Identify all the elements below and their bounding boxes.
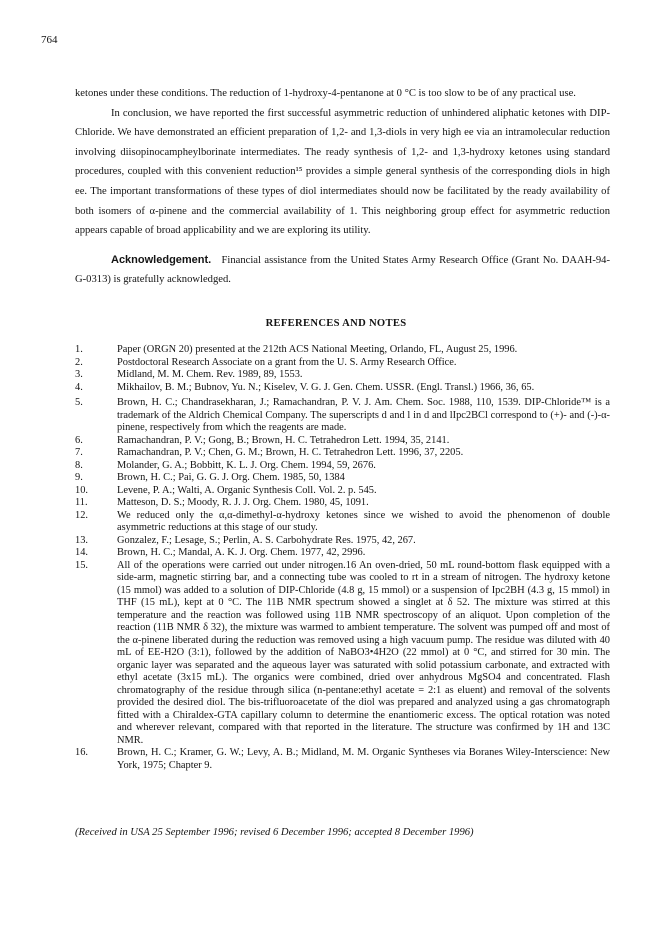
reference-text: Ramachandran, P. V.; Gong, B.; Brown, H. C. Tetrahedron Lett. 1994, 35, 2141. <box>117 434 450 446</box>
reference-item <box>75 485 610 498</box>
acknowledgement <box>75 251 610 290</box>
reference-item <box>75 344 610 357</box>
reference-item <box>75 460 610 473</box>
page-number: 764 <box>41 34 58 46</box>
references-list <box>75 344 610 772</box>
reference-text: Midland, M. M. Chem. Rev. 1989, 89, 1553. <box>117 369 303 380</box>
reference-number: 15. <box>75 559 88 571</box>
reference-number: 12. <box>75 509 88 521</box>
reference-number: 5. <box>75 397 83 408</box>
references-heading: REFERENCES AND NOTES <box>265 318 407 329</box>
paragraph: In conclusion, we have reported the first successful asymmetric reduction of unhindered aliphatic ketones with DIP-Chloride. We have demonstrated an efficient preparation of 1,2- and 1,3-diols in very high ee via an intramolecular reduction involving diisopinocampheylborinate intermediates. The ready synthesis of 1,2- and 1,3-hydroxy ketones using standard procedures, coupled with this convenient reduction¹⁵ provides a simple general synthesis of the corresponding diols in high ee. The important transformations of these types of diol intermediates should now be facilitated by the ready availability of both isomers of α-pinene and the commercial availability of 1. This neighboring group effect for asymmetric reduction appears capable of broad applicability and we are exploring its utility. <box>75 107 610 237</box>
reference-text: Levene, P. A.; Walti, A. Organic Synthesis Coll. Vol. 2. p. 545. <box>117 484 377 496</box>
acknowledgement-heading: Acknowledgement. <box>111 253 212 266</box>
reference-item <box>75 747 610 772</box>
reference-text: Matteson, D. S.; Moody, R. J. J. Org. Chem. 1980, 45, 1091. <box>117 497 369 508</box>
reference-item <box>75 382 610 395</box>
reference-number: 11. <box>75 497 88 508</box>
reference-number: 3. <box>75 369 83 380</box>
body-text <box>75 84 610 290</box>
reference-item <box>75 472 610 485</box>
reference-text: All of the operations were carried out under nitrogen.16 An oven-dried, 50 mL round-bottom flask equipped with a side-arm, magnetic stirring bar, and a connecting tube was cooled to rt in a stream of nitrogen. The hydroxy ketone (15 mmol) was added to a solution of DIP-Chloride (4.8 g, 15 mmol) or a suspension of Ipc2BH (4.3 g, 15 mmol) in THF (15 mL), kept at 0 °C. The 11B NMR spectrum showed a singlet at δ 52. The mixture was stirred at this temperature and the reaction was followed using 11B NMR spectroscopy of an aliquot. Upon completion of the reaction (11B NMR δ 32), the mixture was warmed to ambient temperature. The solvent was pumped off and most of the α-pinene liberated during the reduction was removed using a high vacuum pump. The residue was diluted with 40 mL of EE-H2O (3:1), followed by the addition of NaBO3•4H2O (22 mmol) at 0 °C, and stirred for 30 min. The organic layer was separated and the aqueous layer was saturated with solid potassium carbonate, and extracted with ethyl acetate (3x15 mL). The organics were combined, dried over anhydrous MgSO4 and concentrated. Flash chromatography of the residue through silica (n-pentane:ethyl acetate = 2:1 as eluent) and removal of the solvents provided the desired diol. The bis-trifluoroacetate of the diol was prepared and analyzed using a gas chromatograph fitted with a Chiraldex-GTA capillary column to determine the enantiomeric excess. The optical rotation was noted and wherever relevant, compared with that reported in the literature. The structure was confirmed by 1H and 13C NMR. <box>117 559 610 746</box>
reference-number: 8. <box>75 459 83 471</box>
reference-number: 6. <box>75 434 83 446</box>
reference-number: 16. <box>75 747 88 758</box>
reference-item <box>75 369 610 382</box>
reference-number: 4. <box>75 381 83 393</box>
reference-text: Brown, H. C.; Pai, G. G. J. Org. Chem. 1985, 50, 1384 <box>117 472 345 483</box>
paragraph: ketones under these conditions. The reduction of 1-hydroxy-4-pentanone at 0 °C is too slow to be of any practical use. <box>75 88 576 99</box>
reference-text: Mikhailov, B. M.; Bubnov, Yu. N.; Kiselev, V. G. J. Gen. Chem. USSR. (Engl. Transl.) 1966, 36, 65. <box>117 381 535 393</box>
reference-item <box>75 547 610 560</box>
reference-item <box>75 510 610 535</box>
reference-item <box>75 435 610 448</box>
reference-text: Postdoctoral Research Associate on a grant from the U. S. Army Research Office. <box>117 356 457 368</box>
reference-item <box>75 357 610 370</box>
reference-number: 9. <box>75 472 83 483</box>
reference-text: Gonzalez, F.; Lesage, S.; Perlin, A. S. Carbohydrate Res. 1975, 42, 267. <box>117 534 416 546</box>
acknowledgement-text: Financial assistance from the United States Army Research Office (Grant No. DAAH-94-G-0313) is gratefully acknowledged. <box>75 254 610 286</box>
received-dates: (Received in USA 25 September 1996; revised 6 December 1996; accepted 8 December 1996) <box>75 827 474 838</box>
reference-number: 7. <box>75 447 83 458</box>
reference-text: Paper (ORGN 20) presented at the 212th ACS National Meeting, Orlando, FL, August 25, 1996. <box>117 344 518 355</box>
reference-text: Brown, H. C.; Kramer, G. W.; Levy, A. B.; Midland, M. M. Organic Syntheses via Boranes Wiley-Interscience: New York, 1975; Chapter 9. <box>117 747 610 771</box>
reference-text: We reduced only the α,α-dimethyl-α-hydroxy ketones since we wished to avoid the phenomenon of double asymmetric reductions at this stage of our study. <box>117 509 610 533</box>
reference-number: 1. <box>75 344 83 355</box>
reference-item <box>75 560 610 748</box>
reference-number: 10. <box>75 484 88 496</box>
reference-number: 2. <box>75 356 83 368</box>
reference-number: 14. <box>75 547 88 558</box>
reference-text: Molander, G. A.; Bobbitt, K. L. J. Org. Chem. 1994, 59, 2676. <box>117 459 376 471</box>
reference-item <box>75 497 610 510</box>
reference-number: 13. <box>75 534 88 546</box>
reference-text: Brown, H. C.; Mandal, A. K. J. Org. Chem. 1977, 42, 2996. <box>117 547 366 558</box>
reference-text: Brown, H. C.; Chandrasekharan, J.; Ramachandran, P. V. J. Am. Chem. Soc. 1988, 110, 1539. DIP-Chloride™ is a trademark of the Aldrich Chemical Company. The superscripts d and l in d and lIpc2BCl correspond to (+)- and (-)-α-pinene, respectively from which the reagents are made. <box>117 397 610 433</box>
reference-item <box>75 535 610 548</box>
reference-item <box>75 447 610 460</box>
reference-item <box>75 397 610 435</box>
reference-text: Ramachandran, P. V.; Chen, G. M.; Brown, H. C. Tetrahedron Lett. 1996, 37, 2205. <box>117 447 464 458</box>
